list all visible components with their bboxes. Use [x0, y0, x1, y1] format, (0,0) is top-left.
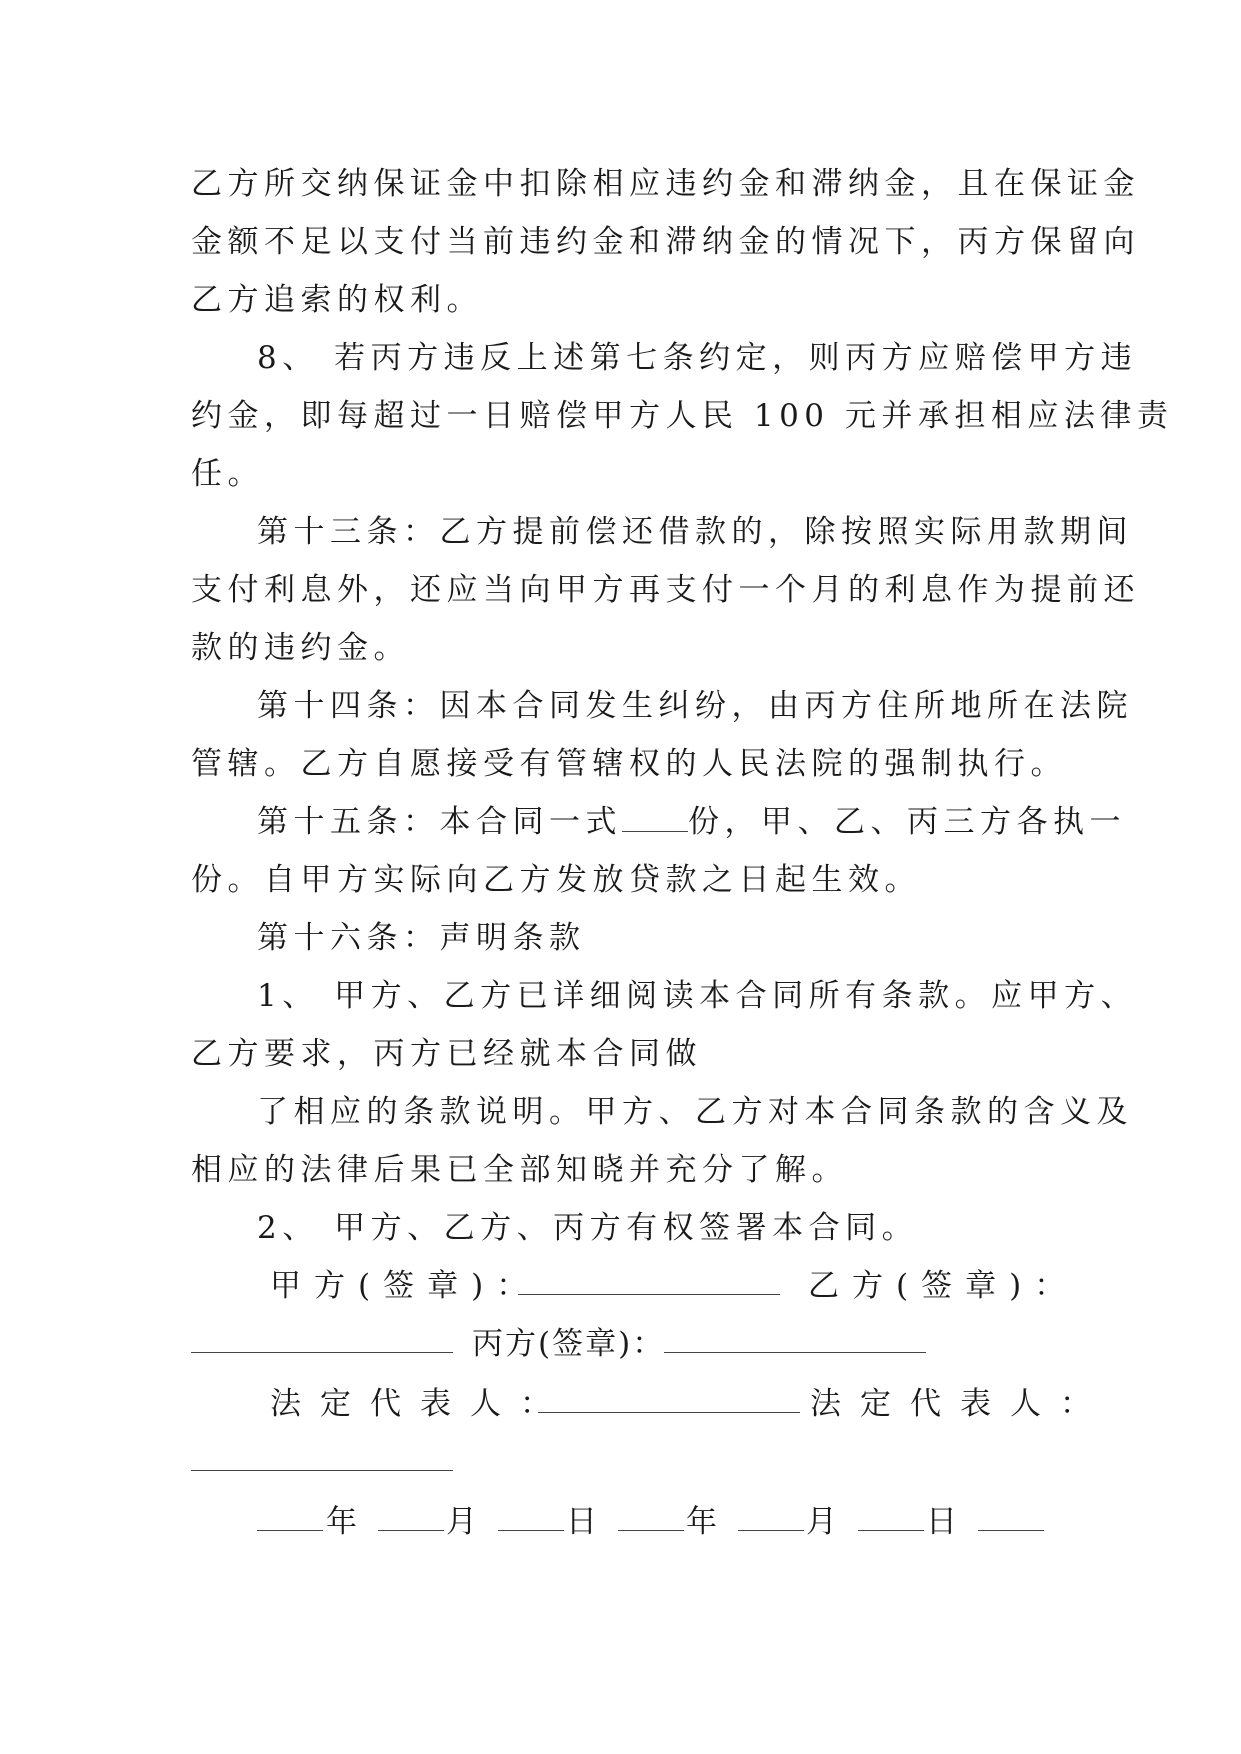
clause-14: 第十四条：因本合同发生纠纷，由丙方住所地所在法院 [257, 688, 1133, 724]
party-c-sign-line [664, 1352, 926, 1353]
day-label: 日 [926, 1504, 957, 1540]
text-line: 相应的法律后果已全部知晓并充分了解。 [191, 1152, 848, 1188]
year-label: 年 [326, 1504, 357, 1540]
clause-16: 第十六条：声明条款 [257, 920, 586, 956]
clause-13: 第十三条：乙方提前偿还借款的，除按照实际用款期间 [257, 514, 1133, 550]
text-line: 乙方要求，丙方已经就本合同做 [191, 1036, 702, 1072]
clause-16-item-2: 2、 甲方、乙方、丙方有权签署本合同。 [257, 1210, 919, 1246]
year-blank-1 [257, 1530, 323, 1531]
party-c-sign-label: 丙方(签章)： [472, 1326, 666, 1362]
text-line: 任。 [191, 456, 264, 492]
text-line: 了相应的条款说明。甲方、乙方对本合同条款的含义及 [257, 1094, 1133, 1130]
day-blank-1 [498, 1530, 564, 1531]
legal-rep-b-label: 法定代表人： [810, 1386, 1110, 1422]
legal-rep-a-line [538, 1412, 800, 1413]
text-line: 约金，即每超过一日赔偿甲方人民 100 元并承担相应法律责 [191, 398, 1174, 434]
copies-blank [622, 805, 688, 832]
month-label: 月 [806, 1504, 837, 1540]
clause-15 [257, 802, 1126, 842]
party-a-sign-label: 甲方(签章)： [270, 1268, 541, 1304]
legal-rep-b-line [191, 1470, 453, 1471]
text-line: 金额不足以支付当前违约金和滞纳金的情况下，丙方保留向 [191, 224, 1140, 260]
trailing-blank [978, 1530, 1044, 1531]
text-line: 乙方所交纳保证金中扣除相应违约金和滞纳金，且在保证金 [191, 166, 1140, 202]
clause-15-part1: 第十五条：本合同一式 [257, 804, 622, 840]
year-label: 年 [686, 1504, 717, 1540]
month-label: 月 [446, 1504, 477, 1540]
clause-15-part2: 份，甲、乙、丙三方各执一 [688, 804, 1126, 840]
day-blank-2 [858, 1530, 924, 1531]
month-blank-2 [738, 1530, 804, 1531]
party-b-sign-label: 乙方(签章)： [808, 1268, 1079, 1304]
legal-rep-a-label: 法定代表人： [270, 1386, 570, 1422]
month-blank-1 [378, 1530, 444, 1531]
text-line: 支付利息外，还应当向甲方再支付一个月的利息作为提前还 [191, 572, 1140, 608]
text-line: 管辖。乙方自愿接受有管辖权的人民法院的强制执行。 [191, 746, 1067, 782]
day-label: 日 [566, 1504, 597, 1540]
party-a-sign-line [518, 1294, 780, 1295]
clause-8: 8、 若丙方违反上述第七条约定，则丙方应赔偿甲方违 [257, 340, 1138, 376]
text-line: 份。自甲方实际向乙方发放贷款之日起生效。 [191, 862, 921, 898]
text-line: 乙方追索的权利。 [191, 282, 483, 318]
party-b-sign-line [191, 1352, 453, 1353]
clause-16-item-1: 1、 甲方、乙方已详细阅读本合同所有条款。应甲方、 [257, 978, 1138, 1014]
year-blank-2 [618, 1530, 684, 1531]
text-line: 款的违约金。 [191, 630, 410, 666]
